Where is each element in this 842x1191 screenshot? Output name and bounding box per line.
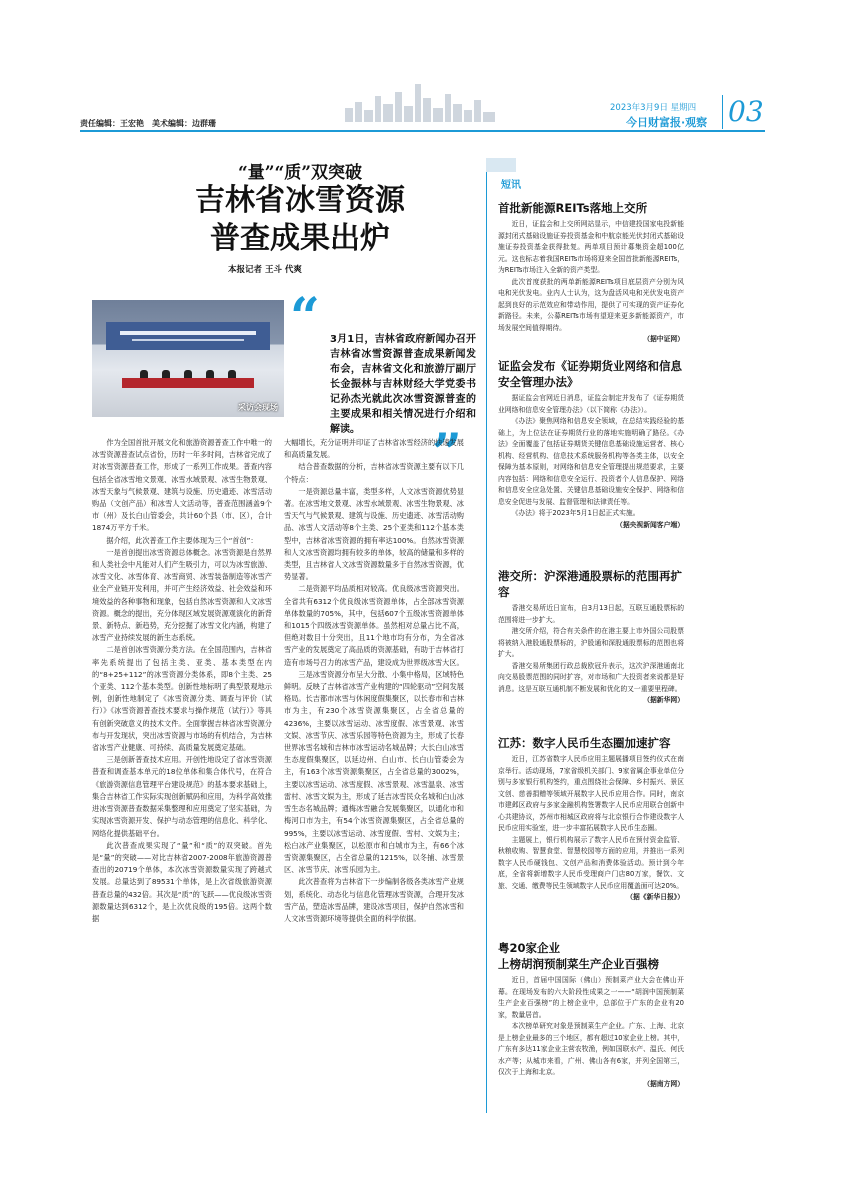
paragraph: 据证监会官网近日消息，证监会制定并发布了《证券期货业网络和信息安全管理办法》（以下简称《办法》）。 bbox=[498, 394, 684, 414]
brief-source: （据新华网） bbox=[643, 696, 684, 704]
headline-kicker: “量”“质”双突破 bbox=[237, 163, 363, 183]
paragraph: 二是首创冰雪资源分类方法。在全国范围内，吉林省率先系统提出了包括主类、亚类、基本类型在内的“8+25+112”的冰雪资源分类体系，即8个主类、25个亚类、112个基本类型。创新性地标明了典型景观地示例，创新性地制定了《冰雪资源分类、调查与评价（试行）》《冰雪资源普查技术要求与操作规范（试行）》等具有创新突破意义的技术文件。全面掌握吉林省冰雪资源分布与开发现状，突出冰雪资源与市场的有机结合，为吉林省冰雪产业健康、可持续、高质量发展奠定基础。 bbox=[92, 645, 272, 753]
paragraph: 作为全国首批开展文化和旅游资源普查工作中唯一的冰雪资源普查试点省份，历时一年多时间，吉林省完成了对冰雪资源普查工作，形成了一系列工作成果。普查内容包括全省冰雪地文景观、冰雪水域景观、冰雪生物景观、冰雪天象与气候景观、建筑与设施、历史遗迹、冰雪活动购品（文创产品）和冰雪人文活动等，普查范围涵盖9个市（州）及长白山管委会，共计60个县（市、区），合计1874万平方千米。 bbox=[92, 438, 272, 533]
paragraph: 《办法》将于2023年5月1日起正式实施。 bbox=[511, 509, 640, 517]
brief-article bbox=[498, 358, 684, 531]
photo-podium-table bbox=[122, 378, 254, 388]
page-number bbox=[722, 95, 764, 129]
brief-title: 江苏：数字人民币生态圈加速扩容 bbox=[498, 736, 671, 750]
brief-title: 港交所：沪深港通股票标的范围再扩容 bbox=[498, 569, 682, 599]
paragraph: 本次榜单研究对象是预制菜生产企业。广东、上海、北京是上榜企业最多的三个地区，都有超过10家企业上榜。其中，广东有多达11家企业主营农牧渔，例如国联水产、温氏、何氏水产等；从城市来看，广州、佛山各有6家，并列全国第三，仅次于上海和北京。 bbox=[498, 1022, 684, 1076]
paragraph: 近日，江苏省数字人民币应用主题展播项目签约仪式在南京举行。活动现场，7家省级机关部门、9家省属企事业单位分别与多家银行机构签约，重点围绕社会保障、乡村振兴、景区文创、慈善捐赠等领域开展数字人民币应用合作。同时，南京市建邺区政府与多家金融机构签署数字人民币应用联合创新中心共建协议，苏州市相城区政府将与北京银行合作建设数字人民币应用实验室，进一步丰富拓展数字人民币生态圈。 bbox=[498, 755, 684, 832]
brief-source: （据央视新闻客户端） bbox=[616, 520, 684, 529]
brief-source: （据《新华日报》） bbox=[626, 893, 684, 901]
section-name: 今日财富报·观察 bbox=[626, 116, 708, 129]
brief-source: （据南方网） bbox=[643, 1079, 684, 1088]
paragraph: 港交所介绍，符合有关条件的在港主要上市外国公司股票将被纳入港股通股票标的，沪股通和深股通股票标的范围也将扩大。 bbox=[498, 627, 684, 658]
photo-banner bbox=[106, 322, 270, 350]
brief-title: 粤20家企业 上榜胡润预制菜生产企业百强榜 bbox=[498, 941, 659, 971]
paragraph: 近日，首届中国国际（佛山）预制菜产业大会在佛山开幕。在现场发布的六大阶段性成果之一——“胡润中国预制菜生产企业百强榜”的上榜企业中，总部位于广东的企业有20家，数量居首。 bbox=[498, 976, 684, 1019]
brief-article bbox=[498, 568, 684, 707]
paragraph: 据介绍，此次普查工作主要体现为三个“首创”： bbox=[106, 535, 258, 545]
brief-article bbox=[498, 940, 684, 1090]
sidebar-corner-decoration bbox=[486, 158, 516, 172]
article-column-1 bbox=[92, 437, 272, 925]
brief-source: （据中证网） bbox=[643, 335, 684, 343]
brief-title: 首批新能源REITs落地上交所 bbox=[498, 201, 648, 215]
paragraph: 香港交易所近日宣布，自3月13日起，互联互通股票标的范围将进一步扩大。 bbox=[498, 604, 684, 624]
paragraph: 此次普查成果实现了“量”和“质”的双突破。首先是“量”的突破——对比吉林省2007-2008年旅游资源普查出的20719个单体，本次冰雪资源数量实现了跨越式发展。总量达到了89531个单体，是上次省级旅游资源普查总量的432倍。其次是“质”的飞跃——优良级冰雪资源数量达到6312个，是上次优良级的195倍。这两个数据 bbox=[92, 840, 272, 923]
paragraph: 香港交易所集团行政总裁欧冠升表示，这次沪深港通南北向交易股票范围的同时扩容，对市场和广大投资者来说都是好消息。这是互联互通机制不断发展和优化的又一重要里程碑。 bbox=[498, 661, 684, 693]
paragraph: 一是首创提出冰雪资源总体概念。冰雪资源是自然界和人类社会中凡能对人们产生吸引力，可以为冰雪旅游、冰雪文化、冰雪体育、冰雪商贸、冰雪装备制造等冰雪产业全产业链开发利用，并可产生经济效益、社会效益和环境效益的各种事物和现象，包括自然冰雪资源和人文冰雪资源。概念的提出，充分体现区域发展资源观演化的新背景、新特点、新趋势，充分挖掘了冰雪文化内涵，构建了冰雪产业持续发展的新生态系统。 bbox=[92, 547, 272, 643]
close-quote-icon: ” bbox=[432, 423, 462, 484]
press-conference-photo bbox=[92, 300, 284, 417]
paragraph: 主题展上，银行机构展示了数字人民币在预付资金监管、秋粮收购、智慧食堂、智慧校园等方面的应用，并推出一系列数字人民币硬钱包、文创产品和消费体验活动。预计到今年底，全省将新增数字人民币受理商户门店80万家，餐饮、文旅、交通、缴费等民生领域数字人民币应用覆盖面可达20%。 bbox=[498, 835, 684, 890]
paragraph: 一是资源总量丰富，类型多样，人文冰雪资源优势显著。在冰雪地文景观、冰雪水域景观、冰雪生物景观、冰雪天气与气候景观、建筑与设施、历史遗迹、冰雪活动购品、冰雪人文活动等8个主类、25个亚类和112个基本类型中，吉林省冰雪资源的拥有率达100%。自然冰雪资源和人文冰雪资源均拥有较多的单体，较高的储量和多样的类型，且吉林省人文冰雪资源数量多于自然冰雪资源，优势显著。 bbox=[284, 486, 464, 582]
photo-caption: 采访会现场 bbox=[238, 403, 278, 412]
paragraph: 此次普查将为吉林省下一步编制各级各类冰雪产业规划，系统化、动态化与信息化管理冰雪资源，合理开发冰雪产品，塑造冰雪品牌，建设冰雪项目，保护自然冰雪和人文冰雪资源环境等提供全面的科学依据。 bbox=[284, 877, 464, 923]
paragraph: 二是资源平均品质相对较高。优良级冰雪资源突出。全省共有6312个优良级冰雪资源单体，占全部冰雪资源单体数量的705%，其中，包括607个五级冰雪资源单体和1015个四级冰雪资源单体。虽然相对总量占比不高，但绝对数目十分突出，且11个地市均有分布，为全省冰雪产业的发展奠定了高品质的资源基础，有助于吉林省打造有市场号召力的冰雪产品，建设成为世界级冰雪大区。 bbox=[284, 584, 464, 667]
lede-paragraph: 3月1日，吉林省政府新闻办召开吉林省冰雪资源普查成果新闻发布会，吉林省文化和旅游厅副厅长金振林与吉林财经大学党委书记孙杰光就此次冰雪资源普查的主要成果和相关情况进行介绍和解读。 bbox=[330, 334, 476, 435]
paragraph: 此次首度获批的两单新能源REITs项目底层资产分别为风电和光伏发电。业内人士认为，这为盘活风电和光伏发电资产起到良好的示范效应和带动作用，提供了可实现的资产证券化新路径。未来，公募REITs市场有望迎来更多新能源资产，市场发展空间值得期待。 bbox=[498, 277, 684, 332]
paragraph: 三是冰雪资源分布呈大分散、小集中格局，区域特色鲜明。反映了吉林省冰雪产业构建的“四轮驱动”空间发展格局。长吉都市冰雪与休闲度假集聚区，以长春市和吉林市为主，有230个冰雪资源集聚区，占全省总量的4236%，主要以冰雪运动、冰雪度假、冰雪景观、冰雪文娱、冰雪节庆、冰雪乐园等特色资源为主，形成了长春世界冰雪名城和吉林市冰雪运动名城品牌；大长白山冰雪生态度假集聚区，以延边州、白山市、长白山管委会为主，有163个冰雪资源集聚区，占全省总量的3002%，主要以冰雪运动、冰雪度假、冰雪景观、冰雪温泉、冰雪雷村、冰雪文娱为主，形成了延吉冰雪民众名城和白山冰雪生态名城品牌；通梅冰雪融合发展集聚区，以通化市和梅河口市为主，有54个冰雪资源集聚区，占全省总量的995%，主要以冰雪运动、冰雪度假、雪村、文娱为主；松白冰产业集聚区，以松原市和白城市为主，有66个冰雪资源集聚区，占全省总量的1215%，以冬捕、冰雪景区、冰雪节庆、冰雪乐园为主。 bbox=[284, 669, 464, 875]
article-column-2 bbox=[284, 437, 464, 925]
brief-article bbox=[498, 200, 684, 346]
paragraph: 近日，证监会和上交所网站显示，中信建投国家电投新能源封闭式基础设施证券投资基金和中航京能光伏封闭式基础设施证券投资基金获得批复。两单项目预计募集资金超100亿元。这也标志着我国REITs市场将迎来全国首批新能源REITs，为REITs市场注入全新的资产类型。 bbox=[498, 220, 684, 274]
brief-article bbox=[498, 735, 684, 904]
paragraph: 大幅增长，充分证明并印证了吉林省冰雪经济的快速发展和高质量发展。 bbox=[284, 438, 464, 460]
sidebar-tag: 短讯 bbox=[501, 180, 521, 191]
issue-date: 2023年3月9日 星期四 bbox=[610, 103, 697, 113]
open-quote-icon: “ bbox=[290, 287, 320, 348]
city-skyline-icon bbox=[345, 84, 495, 122]
headline-line-1: 吉林省冰雪资源 bbox=[195, 183, 405, 218]
headline-line-2: 普查成果出炉 bbox=[210, 221, 390, 256]
page-number-text: 03 bbox=[728, 95, 764, 128]
header-rule bbox=[80, 130, 765, 132]
brief-title: 证监会发布《证券期货业网络和信息安全管理办法》 bbox=[498, 359, 682, 389]
paragraph: 《办法》聚焦网络和信息安全领域，在总结实践经验的基础上，为上位法在证券期货行业的落地实施明确了路径。《办法》全面覆盖了包括证券期货关键信息基础设施运营者、核心机构、经营机构、信息技术系统服务机构等各类主体，以安全保障为基本原则，对网络和信息安全管理提出规范要求，主要内容包括：网络和信息安全运行、投资者个人信息保护、网络和信息安全应急处置、关键信息基础设施安全保护、网络和信息安全促进与发展、监督管理和法律责任等。 bbox=[498, 417, 684, 506]
byline: 本报记者 王斗 代爽 bbox=[228, 265, 302, 275]
headline bbox=[140, 182, 460, 258]
paragraph: 结合普查数据的分析，吉林省冰雪资源主要有以下几个特点： bbox=[284, 462, 464, 484]
editors-line: 责任编辑：王宏艳 美术编辑：边群珊 bbox=[80, 119, 216, 128]
paragraph: 三是创新普查技术应用。开创性地设定了省冰雪资源普查和调查基本单元的18位单体和集合体代号，在符合《旅游资源信息管理平台建设规范》的基本要求基础上，集合吉林省工作实际实现创新赋码和应用，为科学高效推进冰雪资源普查数据采集整理和应用奠定了坚实基础，为实现冰雪资源开发、保护与动态管理的信息化、科学化、网络化提供基础平台。 bbox=[92, 755, 272, 838]
